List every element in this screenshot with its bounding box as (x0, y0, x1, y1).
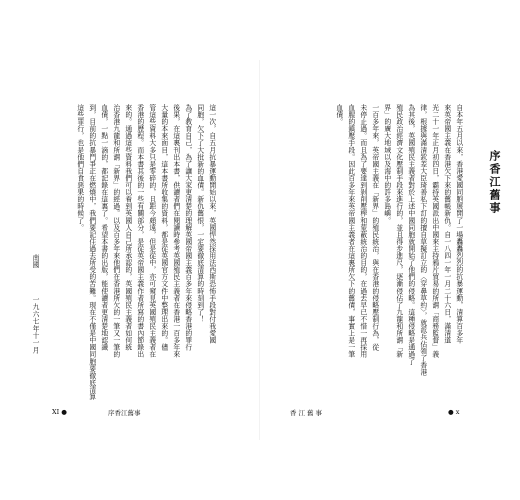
right-running-title: 香江舊事 (290, 409, 324, 417)
left-page-number: XI ● (52, 408, 67, 416)
signature-date: 一九六七年十一月 (31, 296, 39, 354)
left-page-column: 到，目前的抗暴鬥爭正在燃燒中，我們要記住過去所受的苦難。現在不僅是中國同胞要徹底清算 (87, 104, 96, 401)
left-page-column: 這一次，自五月抗暴運動開始以來，英國悍然採用法西斯恐怖手段對付我愛國 (207, 104, 216, 344)
right-page-column: 光二十一年正月初四日，霸持英國派出中國來主持鴉片貿易的所謂「商務監督」義 (430, 104, 439, 358)
left-page-column: 同胞，欠下了大批新的血債。新仇舊恨，一定要徹底清算的時刻到了！ (195, 104, 204, 323)
right-page-column: 界」的廣大地域以及海中的許多島嶼。 (382, 104, 391, 224)
left-page-column: 血債，一點一滴的，都記錄在這裏了。希望本書的出版，能使讀者更清楚地認識 (99, 104, 108, 351)
left-page-column: 管這些資料大多只是零碎的，且距今頗遠，但是從中，亦可窺見英國殖民主義者在 (147, 104, 156, 358)
left-page-column: 大量的本來面目，這本書所收集的資料，都是從英國官方文件中整理出來的。儘 (159, 104, 168, 351)
right-page-column: 律，根據與滿清欽差大臣琦善私下訂的擅自草擬訂立的〈穿鼻草約〉，就派兵佔領了香港 (418, 104, 427, 376)
right-page-column: 殖民政治經濟文化壓制手段來進行的，並且得步進尺，逐漸侵佔了九龍和所謂「新 (394, 104, 403, 358)
right-page-column: 一百多年來，英帝國主義在「新界」的殖民統治，與在香港的侵略壓制行為，從 (370, 104, 379, 351)
chapter-title: 序香江舊事 (488, 150, 501, 215)
page-number: x (455, 408, 460, 416)
left-page-column: 香港的歷程。而本書其後的一些有關部分，是從英帝國主義作者所寫的書內節錄出 (135, 104, 144, 358)
left-page-column: 這些罪行，也是他們自食惡果的時候了。 (75, 104, 84, 231)
left-page-column: 為了教育自己，為了讓大家更清楚的理解英國帝國主義百多年來侵略香港的罪行 (183, 104, 192, 351)
right-page-column: 為其後，英國殖民主義者對於上述中國同胞就開始了他們的侵略。這種侵略是通過了 (406, 104, 415, 365)
right-page-column: 來英帝國主義在香港欠下來的舊帳新仇。自一八四一年一月二十六日，滿清道 (442, 104, 451, 344)
right-page-column: 自本年五月以來，香港愛國同胞展開了一場轟轟烈烈的抗暴運動，清算百多年 (454, 104, 463, 344)
left-running-title: 序香江舊事 (108, 409, 141, 417)
right-page-number: ● x (448, 408, 460, 416)
left-page-column: 治香港九龍和所謂「新界」的經過。以及百多年來他們在香港所欠的一筆又一筆的 (111, 104, 120, 358)
right-page-column: 未停止過。而且為了要達到剝削壓榨和蒙蔽統治的目的，在過去早已不惜一再採用 (358, 104, 367, 358)
left-page (0, 104, 259, 404)
right-page (260, 104, 520, 404)
page-number: XI (52, 408, 60, 416)
right-page-column: 血腥的鎮壓手段。因此百多年來英帝國主義者在這裏所欠下的舊債，事實上是一筆 (346, 104, 355, 358)
right-page-column: 血債。 (334, 104, 343, 126)
left-page-column: 來的。通過這些資料我們可以看到英國人自己所承認的，英國殖民主義者如何統 (123, 104, 132, 351)
signature-place: 南國 (31, 254, 39, 269)
left-page-column: 後果，在這裏刊出本書，供讀者們在閱讀時參考英國殖民主義者在香港一百多年來 (171, 104, 180, 358)
